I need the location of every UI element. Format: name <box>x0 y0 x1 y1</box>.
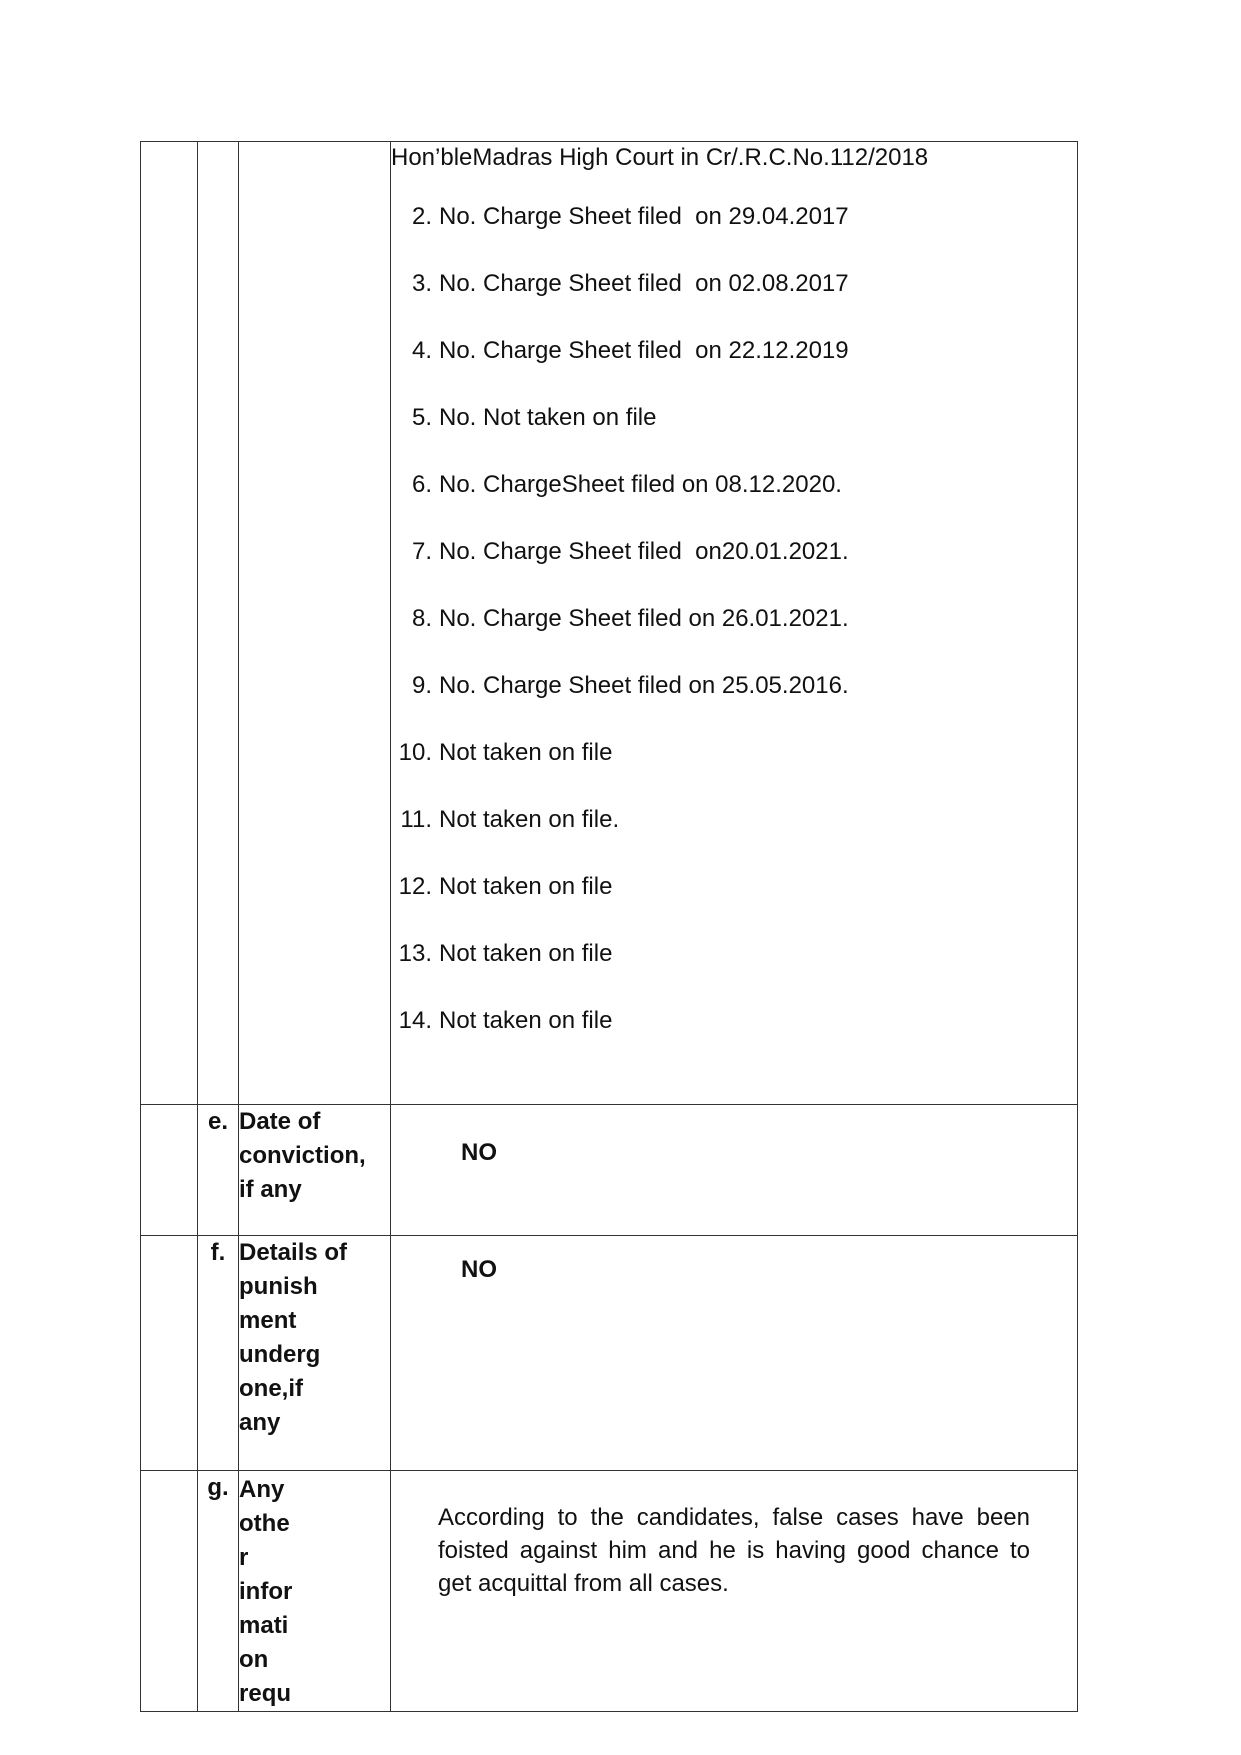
label-line: any <box>239 1409 281 1436</box>
label-line: requ <box>239 1680 292 1707</box>
list-item-number: 3. <box>411 270 432 297</box>
candidate-disclosure-table <box>140 141 1078 1712</box>
list-item-text: No. Charge Sheet filed on 25.05.2016. <box>439 672 849 699</box>
list-item-text: No. Charge Sheet filed on20.01.2021. <box>439 538 849 565</box>
label-line: Details of <box>239 1239 348 1266</box>
list-item <box>391 404 1077 432</box>
list-item <box>391 538 1077 566</box>
list-item <box>391 672 1077 700</box>
answer-cell-punishment <box>391 1236 1078 1471</box>
list-item-number: 13. <box>398 940 432 967</box>
label-cell <box>239 142 391 1105</box>
list-item-number: 9. <box>411 672 432 699</box>
label-line: othe <box>239 1510 290 1537</box>
list-item-text: No. Not taken on file <box>439 404 657 431</box>
serial-cell <box>141 1236 198 1471</box>
list-item-number: 8. <box>411 605 432 632</box>
answer-other-information: According to the candidates, false cases have been foisted against him and he is having good chance to get acquittal from all cases. <box>438 1504 1030 1597</box>
label-line: one,if <box>239 1375 303 1402</box>
list-item <box>391 806 1077 834</box>
serial-cell <box>141 142 198 1105</box>
court-reference-line: Hon’bleMadras High Court in Cr/.R.C.No.112/2018 <box>391 144 929 171</box>
table-row-other-information <box>141 1471 1078 1712</box>
label-details-of-punishment <box>239 1236 391 1471</box>
list-item-number: 4. <box>411 337 432 364</box>
list-item-text: No. Charge Sheet filed on 02.08.2017 <box>439 270 849 297</box>
list-item-number: 6. <box>411 471 432 498</box>
row-letter-e: e. <box>198 1105 239 1236</box>
serial-cell <box>141 1471 198 1712</box>
list-item-text: Not taken on file <box>439 873 613 900</box>
list-item <box>391 1007 1077 1035</box>
list-item-number: 12. <box>398 873 432 900</box>
list-item-number: 2. <box>411 203 432 230</box>
serial-cell <box>141 1105 198 1236</box>
list-item-number: 5. <box>411 404 432 431</box>
list-item-text: Not taken on file <box>439 1007 613 1034</box>
answer-punishment: NO <box>461 1256 497 1283</box>
label-line: conviction, <box>239 1142 366 1169</box>
case-status-cell <box>391 142 1078 1105</box>
answer-cell-conviction <box>391 1105 1078 1236</box>
list-item <box>391 471 1077 499</box>
list-item-number: 14. <box>398 1007 432 1034</box>
row-letter-g: g. <box>198 1471 239 1712</box>
label-line: r <box>239 1544 249 1571</box>
list-item <box>391 270 1077 298</box>
row-letter-f: f. <box>198 1236 239 1471</box>
letter-cell <box>198 142 239 1105</box>
list-item-text: No. ChargeSheet filed on 08.12.2020. <box>439 471 842 498</box>
list-item <box>391 739 1077 767</box>
table-row-case-status <box>141 142 1078 1105</box>
list-item-text: Not taken on file <box>439 739 613 766</box>
label-line: if any <box>239 1176 302 1203</box>
label-line: infor <box>239 1578 293 1605</box>
list-item <box>391 940 1077 968</box>
list-item-number: 7. <box>411 538 432 565</box>
label-line: Date of <box>239 1108 321 1135</box>
list-item-text: No. Charge Sheet filed on 29.04.2017 <box>439 203 849 230</box>
list-item <box>391 337 1077 365</box>
label-line: mati <box>239 1612 289 1639</box>
label-line: punish <box>239 1273 318 1300</box>
label-line: Any <box>239 1476 285 1503</box>
label-any-other-information <box>239 1471 391 1712</box>
list-item-number: 10. <box>398 739 432 766</box>
table-row-conviction <box>141 1105 1078 1236</box>
list-item-number: 11. <box>400 806 432 833</box>
list-item-text: Not taken on file <box>439 940 613 967</box>
list-item <box>391 203 1077 231</box>
answer-cell-other-information <box>391 1471 1078 1712</box>
table-row-punishment <box>141 1236 1078 1471</box>
list-item-text: Not taken on file. <box>439 806 620 833</box>
list-item-text: No. Charge Sheet filed on 26.01.2021. <box>439 605 849 632</box>
list-item <box>391 605 1077 633</box>
label-line: ment <box>239 1307 297 1334</box>
label-line: underg <box>239 1341 321 1368</box>
label-line: on <box>239 1646 269 1673</box>
list-item <box>391 873 1077 901</box>
list-item-text: No. Charge Sheet filed on 22.12.2019 <box>439 337 849 364</box>
answer-conviction: NO <box>461 1139 497 1166</box>
label-date-of-conviction <box>239 1105 391 1236</box>
case-status-list <box>391 203 1077 1035</box>
